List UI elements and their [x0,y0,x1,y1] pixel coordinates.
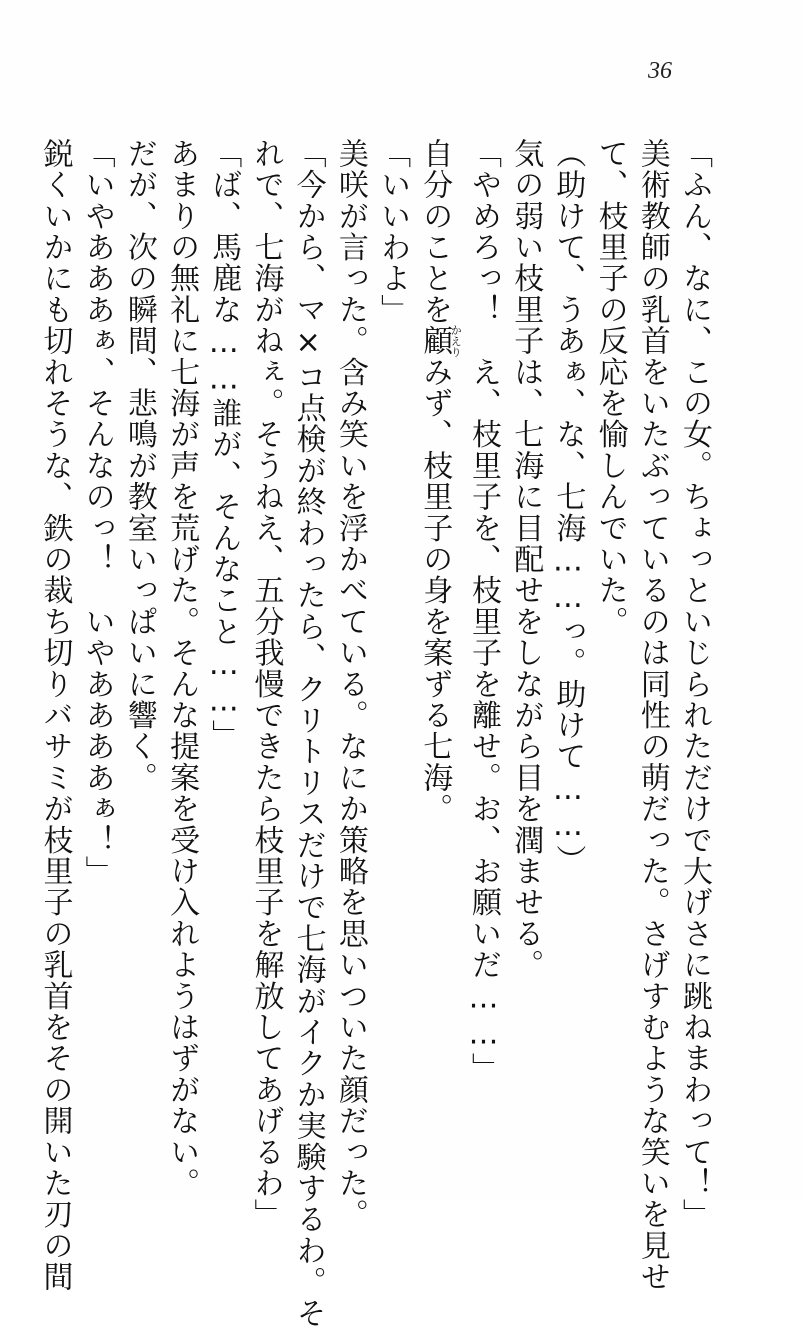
ruby-base: 顧 [417,324,453,358]
text-line: （助けて、うあぁ、な、七海……っ。助けて……） [550,138,586,876]
ruby-reading: かえり [449,324,463,358]
text-line: 美術教師の乳首をいたぶっているのは同性の萌だった。さげすむような笑いを見せ [634,138,670,1293]
text-line: 気の弱い枝里子は、七海に目配せをしながら目を潤ませる。 [508,138,544,981]
ruby-annotated-word [417,324,463,358]
text-line: 鋭くいかにも切れそうな、鉄の裁ち切りバサミが枝里子の乳首をその開いた刃の間 [37,138,73,1293]
text-line: 「いやあああぁ、そんなのっ！ いやああああぁ！」 [79,138,115,887]
text-line: 「いいわよ」 [375,138,411,326]
text-line: て、枝里子の反応を愉しんでいた。 [592,138,628,638]
text-line: だが、次の瞬間、悲鳴が教室いっぱいに響く。 [121,138,157,794]
text-line: 「やめろっ！ え、枝里子を、枝里子を離せ。お、お願いだ……」 [465,138,501,1085]
page-number: 36 [648,58,672,84]
text-line: 「ふん、なに、この女。ちょっといじられただけで大げさに跳ねまわって！」 [677,138,712,1230]
text-segment: みず、枝里子の身を案ずる七海。 [417,356,453,825]
text-line: 美咲が言った。含み笑いを浮かべている。なにか策略を思いついた顔だった。 [332,138,368,1230]
text-line: 「今から、マ×コ点検が終わったら、クリトリスだけで七海がイクか実験するわ。そ [290,138,326,1329]
text-line-with-ruby [413,138,462,1138]
text-line: れで、七海がねぇ。そうねえ、五分我慢できたら枝里子を解放してあげるわ」 [248,138,284,1230]
vertical-body-text [33,138,715,1329]
text-segment: 自分のことを [417,138,453,326]
text-line: あまりの無礼に七海が声を荒げた。そんな提案を受け入れようはずがない。 [164,138,200,1199]
text-line: 「ば、馬鹿な……誰が、そんなこと……」 [206,138,242,751]
